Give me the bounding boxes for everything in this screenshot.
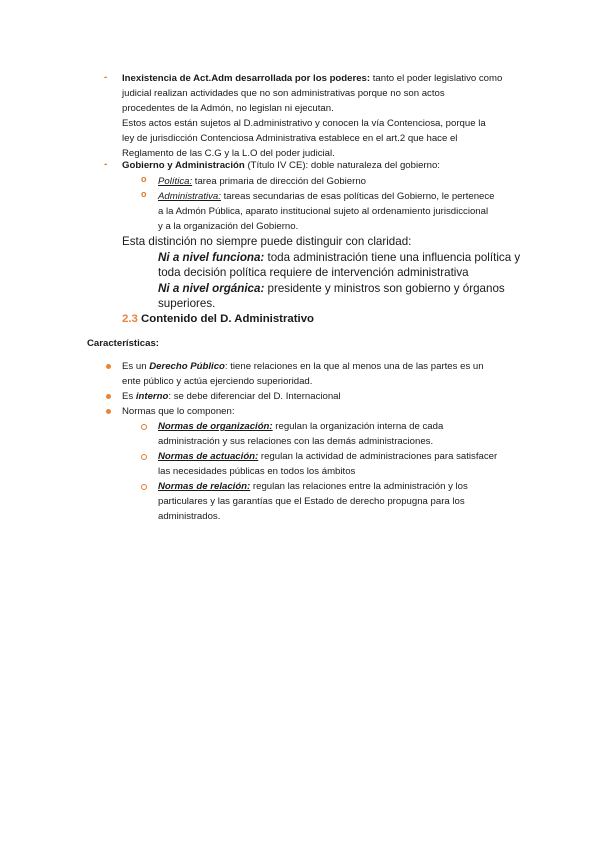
item1-line1	[122, 71, 502, 86]
section2-title: Características:	[87, 338, 159, 349]
sub2-label: Administrativa:	[158, 191, 221, 202]
norm2-line1	[158, 449, 497, 464]
item1-line6: Reglamento de las C.G y la L.O del poder judicial.	[122, 148, 335, 159]
item1-label: Inexistencia de Act.Adm desarrollada por los poderes:	[122, 73, 371, 84]
item2-sub2-line1	[158, 189, 495, 204]
norm2-text: regulan la actividad de administraciones para satisfacer	[258, 451, 498, 462]
bullet3: Normas que lo componen:	[122, 406, 235, 417]
norm3-line1	[158, 479, 468, 494]
ring-bullet	[141, 484, 147, 490]
bullet-dot	[106, 394, 111, 399]
norm3-label: Normas de relación:	[158, 481, 251, 492]
bullet1-line1	[122, 359, 484, 374]
item1-line5: ley de jurisdicción Contenciosa Administrativa establece en el art.2 que hace el	[122, 133, 458, 144]
item1-line4: Estos actos están sujetos al D.administrativo y conocen la vía Contenciosa, porque la	[122, 118, 486, 129]
item2-label: Gobierno y Administración	[122, 160, 245, 171]
heading-number: 2.3	[122, 313, 138, 325]
o-bullet: o	[141, 174, 147, 184]
heading-title: Contenido del D. Administrativo	[137, 313, 314, 325]
norm2-line2: las necesidades públicas en todos los ámbitos	[158, 466, 356, 477]
bullet1-text: : tiene relaciones en la que al menos una de las partes es un	[224, 361, 484, 372]
funciona-line1	[158, 250, 520, 265]
funciona-line2: toda decisión política requiere de intervención administrativa	[158, 266, 469, 279]
bullet2-text: : se debe diferenciar del D. Internacional	[168, 391, 341, 402]
organica-line1	[158, 281, 505, 296]
sub2-text: tareas secundarias de esas políticas del Gobierno, le pertenece	[220, 191, 495, 202]
o-bullet: o	[141, 189, 147, 199]
organica-line2: superiores.	[158, 297, 216, 310]
dash-bullet: -	[104, 72, 108, 83]
bullet-dot	[106, 364, 111, 369]
item2-sub1	[158, 174, 366, 189]
item1-line3: procedentes de la Admón, no legislan ni ejecutan.	[122, 103, 334, 114]
item2-sub2-line2: a la Admón Pública, aparato institucional sujeto al ordenamiento jurisdiccional	[158, 206, 489, 217]
item1-text: tanto el poder legislativo como	[370, 73, 503, 84]
organica-text: presidente y ministros son gobierno y órganos	[264, 282, 505, 295]
organica-label: Ni a nivel orgánica:	[158, 282, 265, 295]
bullet2-pre: Es	[122, 391, 136, 402]
section-heading	[122, 312, 314, 327]
sub1-text: tarea primaria de dirección del Gobierno	[192, 176, 366, 187]
norm1-line2: administración y sus relaciones con las demás administraciones.	[158, 436, 434, 447]
item2-sub2-line3: y a la organización del Gobierno.	[158, 221, 299, 232]
sub1-label: Política:	[158, 176, 193, 187]
item2-paren: (Título IV CE): doble naturaleza del gobierno:	[244, 160, 440, 171]
funciona-label: Ni a nivel funciona:	[158, 251, 265, 264]
norm2-label: Normas de actuación:	[158, 451, 259, 462]
norm1-line1	[158, 419, 443, 434]
bullet-dot	[106, 409, 111, 414]
distinction-text: Esta distinción no siempre puede distinguir con claridad:	[122, 235, 412, 248]
norm3-line3: administrados.	[158, 511, 221, 522]
ring-bullet	[141, 454, 147, 460]
norm3-line2: particulares y las garantías que el Estado de derecho propugna para los	[158, 496, 465, 507]
item1-line2: judicial realizan actividades que no son administrativas porque no son actos	[122, 88, 445, 99]
funciona-text: toda administración tiene una influencia política y	[264, 251, 521, 264]
norm3-text: regulan las relaciones entre la administración y los	[250, 481, 468, 492]
norm1-label: Normas de organización:	[158, 421, 273, 432]
ring-bullet	[141, 424, 147, 430]
dash-bullet: -	[104, 159, 108, 170]
bullet1-label: Derecho Público	[149, 361, 225, 372]
norm1-text: regulan la organización interna de cada	[272, 421, 444, 432]
bullet1-line2: ente público y actúa ejerciendo superioridad.	[122, 376, 313, 387]
bullet2	[122, 389, 341, 404]
bullet2-label: interno	[135, 391, 169, 402]
bullet1-pre: Es un	[122, 361, 150, 372]
item2-line1	[122, 158, 440, 173]
